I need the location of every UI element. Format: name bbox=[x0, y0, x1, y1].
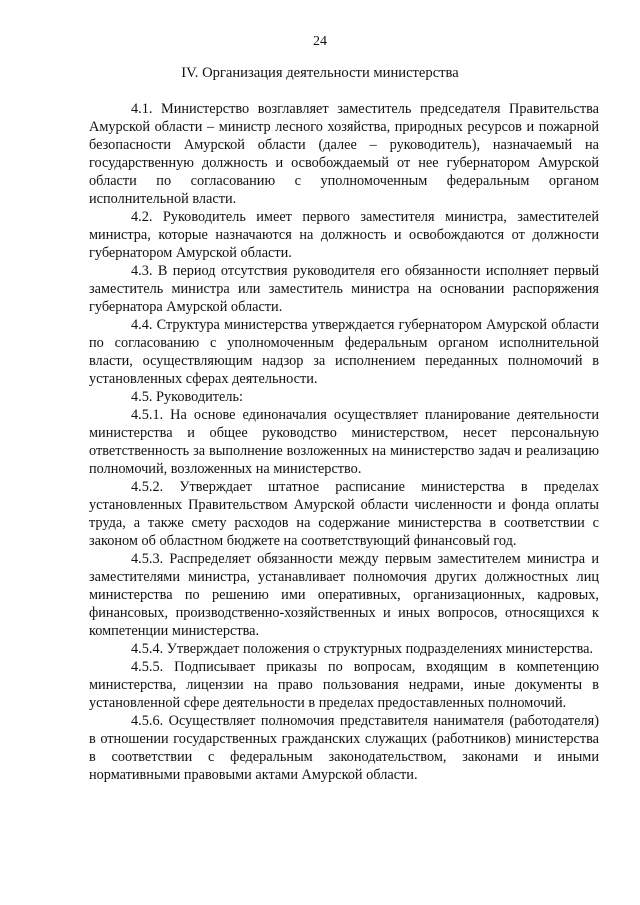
paragraph-4-5: 4.5. Руководитель: bbox=[131, 389, 244, 405]
paragraph-4-2: 4.2. Руководитель имеет первого заместителя министра, заместителей министра, которые назначаются на должность и освобождаются от должности губернатором Амурской области. bbox=[89, 209, 599, 261]
paragraph-4-1: 4.1. Министерство возглавляет заместитель председателя Правительства Амурской области – министр лесного хозяйства, природных ресурсов и пожарной безопасности Амурской области (далее – руководитель), назначаемый на государственную должность и освобождаемый от нее губернатором Амурской области по согласованию с уполномоченным федеральным органом исполнительной власти. bbox=[89, 101, 599, 207]
page-number: 24 bbox=[313, 34, 327, 49]
paragraph-4-5-1: 4.5.1. На основе единоначалия осуществляет планирование деятельности министерства и общее руководство министерством, несет персональную ответственность за выполнение возложенных на министерство задач и реализацию полномочий, возложенных на министерство. bbox=[89, 407, 599, 477]
paragraph-4-5-2: 4.5.2. Утверждает штатное расписание министерства в пределах установленных Правительством Амурской области численности и фонда оплаты труда, а также смету расходов на содержание министерства в соответствии с законом об областном бюджете на соответствующий финансовый год. bbox=[89, 479, 599, 549]
paragraph-4-4: 4.4. Структура министерства утверждается губернатором Амурской области по согласованию с уполномоченным федеральным органом исполнительной власти, осуществляющим надзор за исполнением переданных полномочий в установленных сферах деятельности. bbox=[89, 317, 599, 387]
paragraph-4-3: 4.3. В период отсутствия руководителя его обязанности исполняет первый заместитель министра или заместитель министра на основании распоряжения губернатора Амурской области. bbox=[89, 263, 599, 315]
paragraph-4-5-4: 4.5.4. Утверждает положения о структурных подразделениях министерства. bbox=[131, 641, 594, 657]
paragraph-4-5-6: 4.5.6. Осуществляет полномочия представителя нанимателя (работодателя) в отношении государственных гражданских служащих (работников) министерства в соответствии с федеральным законодательством, законами и иными нормативными правовыми актами Амурской области. bbox=[89, 713, 599, 783]
paragraph-4-5-3: 4.5.3. Распределяет обязанности между первым заместителем министра и заместителями министра, устанавливает полномочия других должностных лиц министерства по решению ими оперативных, организационных, кадровых, финансовых, производственно-хозяйственных и иных вопросов, относящихся к компетенции министерства. bbox=[89, 551, 599, 639]
document-body bbox=[89, 100, 599, 784]
paragraph-4-5-5: 4.5.5. Подписывает приказы по вопросам, входящим в компетенцию министерства, лицензии на право пользования недрами, иные документы в установленной сфере деятельности в пределах предоставленных полномочий. bbox=[89, 659, 599, 711]
section-title: IV. Организация деятельности министерства bbox=[181, 65, 459, 81]
